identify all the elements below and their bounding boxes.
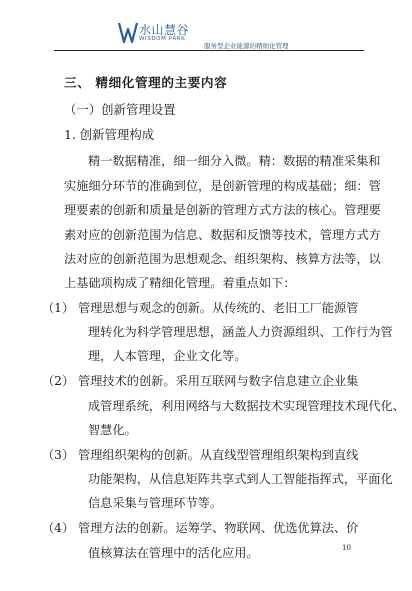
list-item-1: （1） 管理思想与观念的创新。从传统的、老旧工厂能源管 <box>42 301 359 315</box>
list-item-4-cont: 值核算法在管理中的活化应用。 <box>88 546 259 560</box>
logo-w-icon <box>118 20 138 46</box>
list-item-1-cont: 理转化为科学管理思想，涵盖人力资源组织、工作行为管 <box>88 325 393 339</box>
body-line: 实施细分环节的准确到位，是创新管理的构成基础；细：管 <box>64 179 381 193</box>
logo-english-name: WISDOM PARK <box>139 36 186 42</box>
list-item-2-cont: 智慧化。 <box>88 423 137 437</box>
list-item-3: （3） 管理组织架构的创新。从直线型管理组织架构到直线 <box>42 448 359 462</box>
body-line: 法对应的创新范围为思想观念、组织架构、核算方法等，以 <box>64 252 381 266</box>
page-header <box>0 0 412 56</box>
numbered-heading: 1. 创新管理构成 <box>64 127 155 142</box>
body-line: 上基础项构成了精细化管理。着重点如下： <box>64 276 296 290</box>
list-item-3-cont: 信息采集与管理环节等。 <box>88 496 223 510</box>
list-item-3-cont: 功能架构，从信息矩阵共享式到人工智能指挥式，平面化 <box>88 472 393 486</box>
list-item-2: （2） 管理技术的创新。采用互联网与数字信息建立企业集 <box>42 374 359 388</box>
company-logo <box>118 20 200 46</box>
list-item-1-cont: 理，人本管理，企业文化等。 <box>88 349 247 363</box>
logo-chinese-name: 水山慧谷 <box>139 23 190 37</box>
subsection-heading: （一）创新管理设置 <box>64 102 176 117</box>
section-heading: 三、 精细化管理的主要内容 <box>64 75 228 90</box>
header-tagline: 服务型企业能源的精细化管理 <box>204 42 289 50</box>
body-line: 素对应的创新范围为信息、数据和反馈等技术，管理方式方 <box>64 228 381 242</box>
list-item-2-cont: 成管理系统，利用网络与大数据技术实现管理技术现代化、 <box>88 399 405 413</box>
body-line: 精一数据精准，细一细分入微。精：数据的精准采集和 <box>88 154 381 168</box>
list-item-4: （4） 管理方法的创新。运筹学、物联网、优选优算法、价 <box>42 521 359 535</box>
header-divider <box>54 50 364 51</box>
page-number: 10 <box>342 544 351 552</box>
body-line: 理要素的创新和质量是创新的管理方式方法的核心。管理要 <box>64 203 381 217</box>
